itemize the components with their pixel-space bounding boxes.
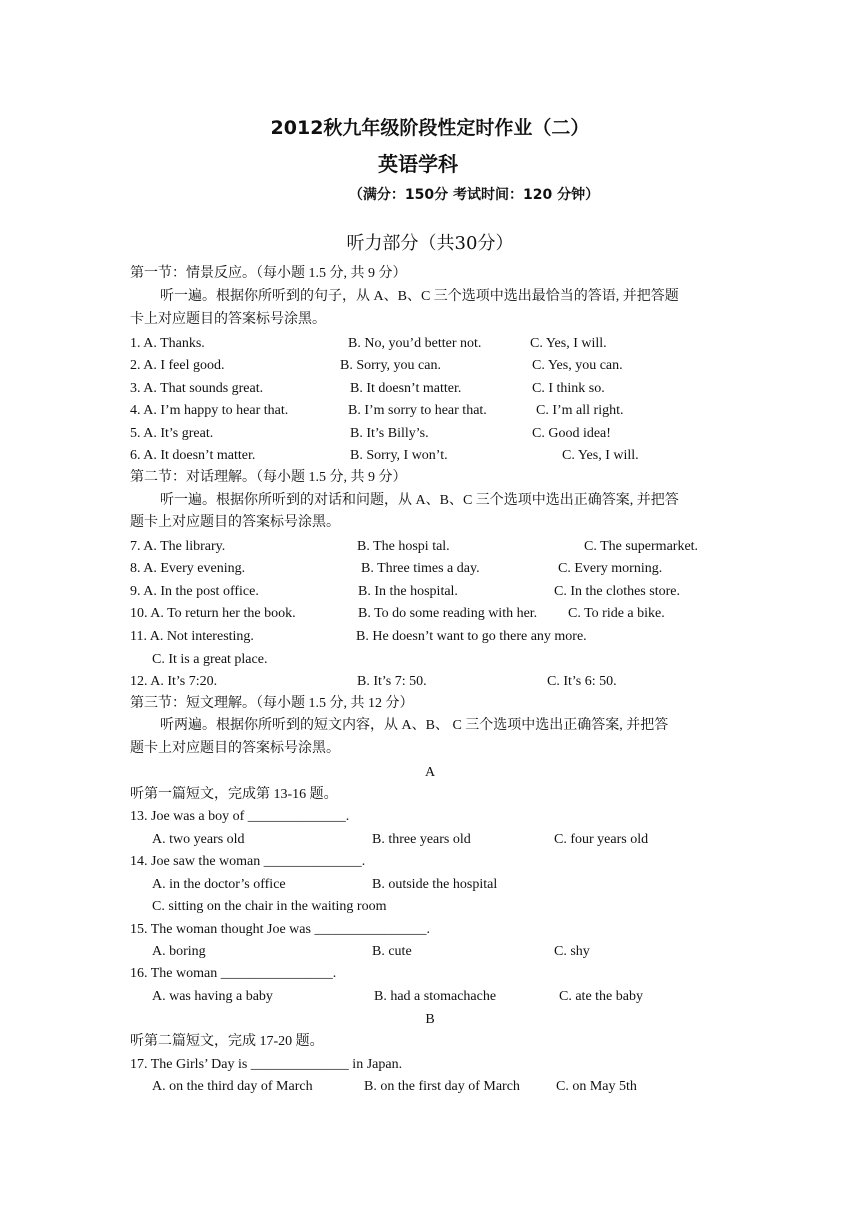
exam-info: （满分：150分 考试时间：120 分钟） [348,187,600,203]
passage-a-label: A [424,765,436,780]
question-stem: 14. Joe saw the woman ______________. [130,854,366,869]
part3-instruction-cont: 题卡上对应题目的答案标号涂黑。 [130,741,340,756]
passage-b-intro: 听第二篇短文，完成 17-20 题。 [130,1034,324,1049]
question-option: 8. A. Every evening. [130,561,246,576]
question-stem: 15. The woman thought Joe was ________________. [130,922,430,937]
passage-b-label: B [425,1012,435,1027]
question-option: C. Yes, I will. [562,448,639,463]
question-option: A. was having a baby [152,989,273,1004]
question-option: C. ate the baby [559,989,643,1004]
part1-instruction: 听一遍。根据你所听到的句子，从 A、B、C 三个选项中选出最恰当的答语, 并把答题 [160,289,679,304]
question-option: C. Yes, I will. [530,336,607,351]
question-option: 6. A. It doesn’t matter. [130,448,256,463]
question-option: C. To ride a bike. [568,606,665,621]
passage-a-intro: 听第一篇短文，完成第 13-16 题。 [130,787,338,802]
question-option: A. on the third day of March [152,1079,313,1094]
part3-heading: 第三节：短文理解。（每小题 1.5 分, 共 12 分） [130,696,414,711]
subject-title: 英语学科 [378,152,458,176]
question-option: B. To do some reading with her. [358,606,538,621]
question-option: C. I’m all right. [536,403,624,418]
question-option: C. on May 5th [556,1079,637,1094]
question-option: A. two years old [152,832,245,847]
question-option: B. Three times a day. [361,561,480,576]
part2-instruction: 听一遍。根据你所听到的对话和问题，从 A、B、C 三个选项中选出正确答案, 并把答 [160,493,679,508]
question-option: B. Sorry, I won’t. [350,448,448,463]
question-option: A. boring [152,944,206,959]
question-option: 3. A. That sounds great. [130,381,264,396]
question-option: 5. A. It’s great. [130,426,214,441]
question-option: B. He doesn’t want to go there any more. [356,629,587,644]
question-option: B. It’s 7: 50. [357,674,427,689]
question-option: B. I’m sorry to hear that. [348,403,487,418]
question-stem: 13. Joe was a boy of ______________. [130,809,350,824]
part2-heading: 第二节：对话理解。（每小题 1.5 分, 共 9 分） [130,470,407,485]
question-option: B. on the first day of March [364,1079,520,1094]
question-stem: 16. The woman ________________. [130,966,337,981]
part2-instruction-cont: 题卡上对应题目的答案标号涂黑。 [130,515,340,530]
question-option: C. Yes, you can. [532,358,623,373]
part1-heading: 第一节：情景反应。（每小题 1.5 分, 共 9 分） [130,266,407,281]
exam-title: 2012秋九年级阶段性定时作业（二） [270,117,590,139]
question-option: A. in the doctor’s office [152,877,286,892]
question-option: C. Every morning. [558,561,663,576]
question-option: C. The supermarket. [584,539,699,554]
question-option: C. sitting on the chair in the waiting room [152,899,387,914]
question-option: C. shy [554,944,590,959]
question-option: C. It is a great place. [152,652,268,667]
question-option: 12. A. It’s 7:20. [130,674,218,689]
question-option: C. I think so. [532,381,605,396]
question-option: B. The hospi tal. [357,539,450,554]
question-option: 9. A. In the post office. [130,584,259,599]
question-option: 10. A. To return her the book. [130,606,296,621]
question-option: B. In the hospital. [358,584,458,599]
question-option: C. It’s 6: 50. [547,674,617,689]
question-option: B. outside the hospital [372,877,498,892]
listening-section-title: 听力部分（共30分） [346,233,514,254]
question-option: 11. A. Not interesting. [130,629,254,644]
question-stem: 17. The Girls’ Day is ______________ in Japan. [130,1057,403,1072]
part1-instruction-cont: 卡上对应题目的答案标号涂黑。 [130,312,326,327]
question-option: C. In the clothes store. [554,584,680,599]
part3-instruction: 听两遍。根据你所听到的短文内容，从 A、B、 C 三个选项中选出正确答案, 并把答 [160,718,669,733]
question-option: B. cute [372,944,412,959]
question-option: B. Sorry, you can. [340,358,441,373]
question-option: B. had a stomachache [374,989,497,1004]
question-option: B. No, you’d better not. [348,336,482,351]
question-option: B. It’s Billy’s. [350,426,429,441]
question-option: C. four years old [554,832,649,847]
question-option: B. It doesn’t matter. [350,381,462,396]
question-option: 7. A. The library. [130,539,226,554]
question-option: 2. A. I feel good. [130,358,225,373]
question-option: 1. A. Thanks. [130,336,205,351]
question-option: 4. A. I’m happy to hear that. [130,403,289,418]
question-option: B. three years old [372,832,471,847]
question-option: C. Good idea! [532,426,611,441]
